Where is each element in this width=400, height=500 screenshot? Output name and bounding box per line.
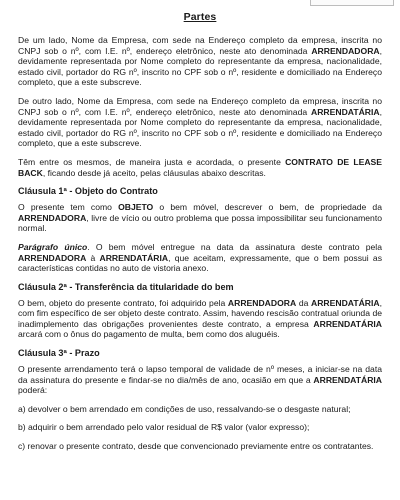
clause-2-text <box>18 298 382 340</box>
text: , livre de vício ou outro problema que possa impossibilitar seu funcionamento normal. <box>18 212 382 234</box>
text: à <box>86 252 100 263</box>
text: O presente tem como <box>18 202 119 213</box>
text: , ficando desde já aceito, pelas cláusulas abaixo descritas. <box>42 167 266 178</box>
text: da <box>296 297 312 308</box>
text: De outro lado, Nome da Empresa, com sede na Endereço completo da empresa, inscrita no CNPJ sob o nº, com I.E. nº, endereço eletrônico, neste ato denominada <box>18 95 382 117</box>
text: , devidamente representada por Nome completo do representante da empresa, nacionalidade, estado civil, portador do RG nº, inscrito no CPF sob o nº, residente e domiciliado na Endereço completo, que a este subscreve. <box>18 45 382 88</box>
clause-3-heading: Cláusula 3ª - Prazo <box>18 348 100 359</box>
paragraph-arrendadora <box>18 35 382 88</box>
clause-1-text <box>18 202 382 234</box>
term-arrendadora: ARRENDADORA <box>18 252 87 263</box>
text: , que aceitam, expressamente, que o bem possui as características contidas no auto de vistoria anexo. <box>18 252 382 274</box>
text: O presente arrendamento terá o lapso temporal de validade de nº meses, a iniciar-se na data da assinatura do presente e findar-se no dia/mês de ano, ocasião em que a <box>18 364 382 385</box>
clause-3-text <box>18 364 382 396</box>
text: Têm entre os mesmos, de maneira justa e acordada, o presente <box>18 156 286 167</box>
text: . O bem móvel entregue na data da assinatura deste contrato pela <box>87 241 382 252</box>
text: , com fim específico de ser objeto deste contrato. Assim, havendo rescisão contratual oriunda de inadimplemento das obrigações provenientes deste contrato, a empresa <box>18 297 382 329</box>
section-title-partes: Partes <box>183 11 217 23</box>
text: poderá: <box>18 385 48 396</box>
text: , devidamente representada por Nome completo do representante da empresa, nacionalidade, estado civil, portador do RG nº, inscrito no CPF sob o nº, residente e domiciliado na Endereço completo, que a este subscreve. <box>18 106 382 149</box>
paragraph-agreement <box>18 157 382 178</box>
text: arcará com o ônus do pagamento de multa, bem como dos aluguéis. <box>18 329 280 340</box>
term-arrendataria: ARRENDATÁRIA <box>99 252 169 263</box>
term-arrendataria: ARRENDATÁRIA <box>313 318 382 329</box>
term-arrendadora: ARRENDADORA <box>227 297 297 308</box>
clause-3-item-b: b) adquirir o bem arrendado pelo valor residual de R$ valor (valor expresso); <box>18 422 310 433</box>
clause-3-item-c: c) renovar o presente contrato, desde que convencionado previamente entre os contratantes. <box>18 441 374 452</box>
paragrafo-unico-label: Parágrafo único <box>18 241 88 252</box>
text: o bem móvel, descrever o bem, de propriedade da <box>153 202 382 213</box>
term-arrendadora: ARRENDADORA <box>18 212 87 223</box>
text: De um lado, Nome da Empresa, com sede na Endereço completo da empresa, inscrita no CNPJ sob o nº, com I.E. nº, endereço eletrônico, neste ato denominada <box>18 35 382 56</box>
text: O bem, objeto do presente contrato, foi adquirido pela <box>18 297 228 308</box>
term-arrendataria: ARRENDATÁRIA <box>313 374 382 385</box>
term-contract-name: CONTRATO DE LEASE BACK <box>18 156 382 178</box>
clause-1-paragrafo-unico <box>18 242 382 274</box>
term-arrendataria: ARRENDATÁRIA <box>311 106 380 117</box>
term-arrendadora: ARRENDADORA <box>311 45 380 56</box>
clause-3-item-a: a) devolver o bem arrendado em condições de uso, ressalvando-se o desgaste natural; <box>18 403 351 414</box>
clause-2-heading: Cláusula 2ª - Transferência da titularidade do bem <box>18 281 234 292</box>
contract-document <box>18 4 382 460</box>
term-arrendataria: ARRENDATÁRIA <box>311 297 380 308</box>
clause-1-heading: Cláusula 1ª - Objeto do Contrato <box>18 186 158 197</box>
term-objeto: OBJETO <box>118 202 154 213</box>
paragraph-arrendataria <box>18 96 382 149</box>
